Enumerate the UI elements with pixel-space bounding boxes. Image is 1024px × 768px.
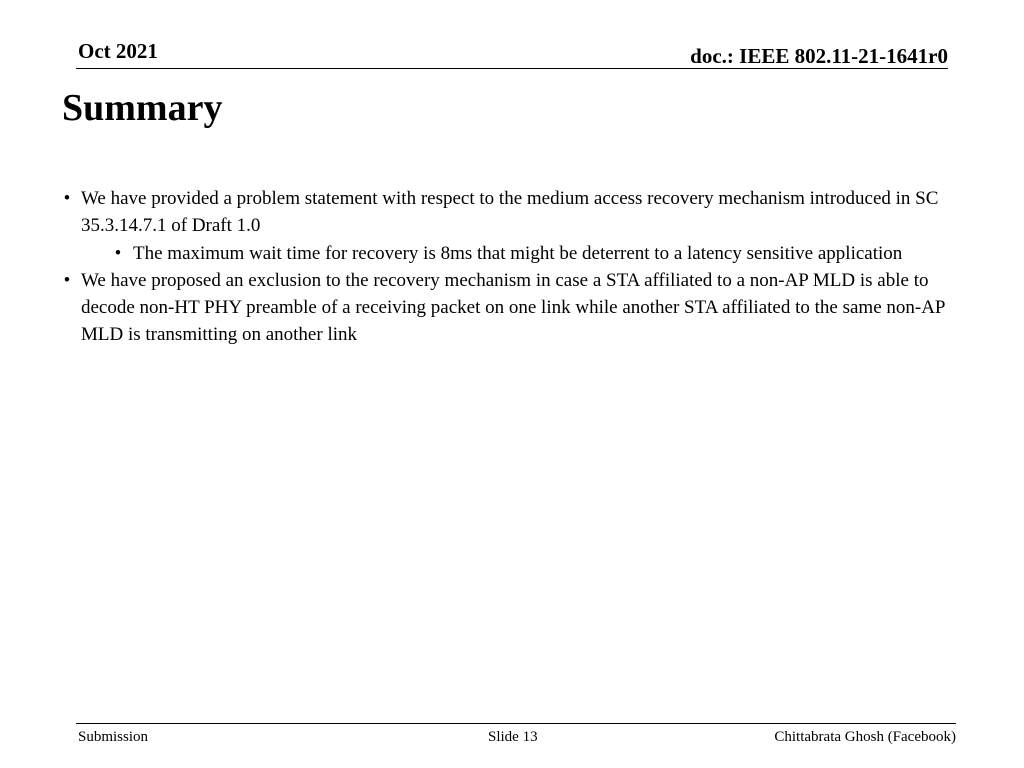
footer-submission: Submission — [78, 729, 149, 745]
header-doc-id: doc.: IEEE 802.11-21-1641r0 — [690, 44, 948, 68]
bullet-text: We have proposed an exclusion to the recovery mechanism in case a STA affiliated to a non-AP MLD is able to decode non-HT PHY preamble of a receiving packet on one link while another STA affiliated to the same non-AP MLD is transmitting on another link — [81, 269, 945, 346]
bullet-dot-icon: • — [63, 188, 71, 209]
bullet-text: The maximum wait time for recovery is 8ms that might be deterrent to a latency sensitive application — [133, 242, 903, 264]
bullet-item — [60, 267, 950, 349]
slide-title: Summary — [62, 87, 223, 129]
footer-author: Chittabrata Ghosh (Facebook) — [774, 729, 956, 745]
bullet-dot-icon: • — [114, 242, 122, 264]
sub-bullet-item — [60, 240, 950, 267]
footer-divider — [76, 723, 956, 724]
bullet-dot-icon: • — [63, 269, 71, 291]
bullet-item — [60, 185, 950, 240]
header-divider — [76, 68, 948, 69]
header-date: Oct 2021 — [78, 39, 158, 63]
bullet-list — [60, 185, 950, 349]
bullet-text: We have provided a problem statement with respect to the medium access recovery mechanism introduced in SC 35.3.14.7.1 of Draft 1.0 — [81, 188, 939, 237]
footer-slide-number: Slide 13 — [488, 729, 538, 745]
